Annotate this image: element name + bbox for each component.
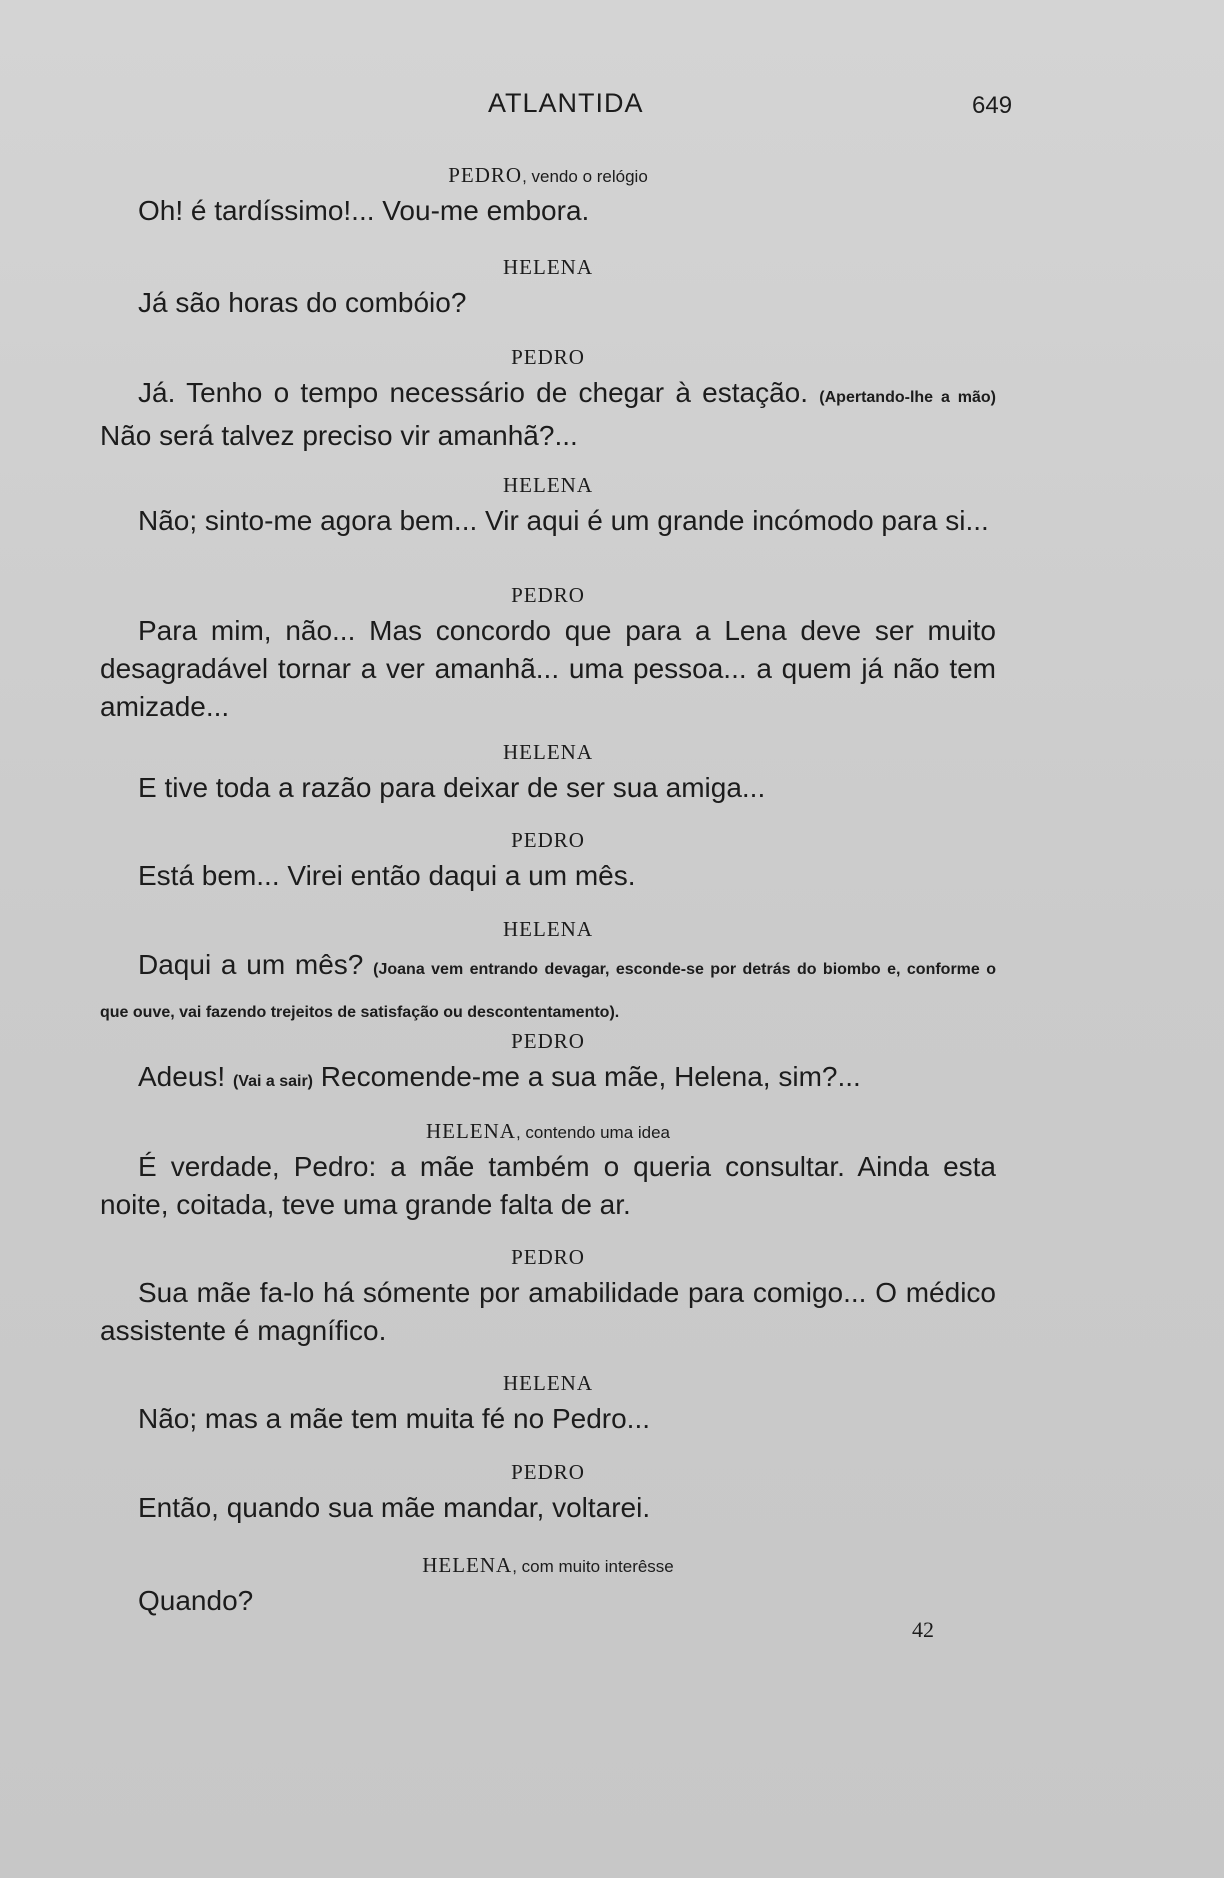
dialogue-block [100, 578, 996, 726]
dialogue-block [100, 1548, 996, 1620]
page-number: 649 [972, 92, 1013, 119]
speech-line: Para mim, não... Mas concordo que para a Lena deve ser muito desagradável tornar a ver amanhã... uma pessoa... a quem já não tem amizade... [100, 615, 996, 722]
dialogue-block [100, 735, 996, 807]
dialogue-block [100, 1240, 996, 1350]
dialogue-block [100, 823, 996, 895]
speaker-name: PEDRO [511, 583, 585, 607]
stage-direction: (Joana vem entrando devagar, esconde-se por detrás do biombo e, conforme o que ouve, vai fazendo trejeitos de satisfação ou descontentamento). [100, 961, 997, 1021]
speaker-name: HELENA [503, 740, 593, 764]
speech-line: Sua mãe fa-lo há sómente por amabilidade para comigo... O médico assistente é magnífico. [100, 1277, 996, 1346]
speech-line: Daqui a um mês? (Joana vem entrando devagar, esconde-se por detrás do biombo e, conforme o que ouve, vai fazendo trejeitos de satisfação ou descontentamento). [100, 949, 997, 1021]
dialogue-block [100, 250, 996, 322]
speaker-name: HELENA [503, 473, 593, 497]
stage-direction: (Vai a sair) [232, 1073, 313, 1090]
speaker-name: HELENA [503, 917, 593, 941]
speech-line: Já. Tenho o tempo necessário de chegar à estação. (Apertando-lhe a mão) Não será talvez preciso vir amanhã?... [100, 377, 996, 451]
speech-line: Não; sinto-me agora bem... Vir aqui é um grande incómodo para si... [138, 505, 989, 536]
speech-line: Quando? [138, 1585, 254, 1616]
speech-line: E tive toda a razão para deixar de ser sua amiga... [138, 772, 766, 803]
speaker-name: PEDRO [511, 1029, 585, 1053]
dialogue-block [100, 158, 996, 230]
dialogue-block [100, 1024, 996, 1101]
speaker-name: PEDRO [511, 345, 585, 369]
speaker-name: PEDRO [511, 1460, 585, 1484]
running-title: ATLANTIDA [488, 88, 644, 118]
speech-line: Já são horas do combóio? [138, 287, 467, 318]
speaker-name: PEDRO [511, 1245, 585, 1269]
speech-line: Está bem... Virei então daqui a um mês. [138, 860, 636, 891]
speaker-name: HELENA [503, 255, 593, 279]
dialogue-block [100, 1366, 996, 1438]
speaker-name: HELENA, com muito interêsse [422, 1553, 674, 1577]
dialogue-block [100, 1114, 996, 1224]
speech-line: Adeus! (Vai a sair) Recomende-me a sua mãe, Helena, sim?... [138, 1061, 861, 1092]
speaker-name: HELENA [503, 1371, 593, 1395]
speech-line: Não; mas a mãe tem muita fé no Pedro... [138, 1403, 651, 1434]
dialogue-block [100, 912, 996, 1032]
speaker-name: HELENA, contendo uma idea [425, 1119, 671, 1143]
dialogue-block [100, 340, 996, 455]
speech-line: Então, quando sua mãe mandar, voltarei. [138, 1492, 651, 1523]
speech-line: É verdade, Pedro: a mãe também o queria consultar. Ainda esta noite, coitada, teve uma grande falta de ar. [100, 1151, 996, 1220]
dialogue-block [100, 468, 996, 540]
stage-direction: (Apertando-lhe a mão) [819, 389, 996, 406]
speech-line: Oh! é tardíssimo!... Vou-me embora. [138, 195, 590, 226]
signature-mark: 42 [912, 1617, 934, 1642]
speaker-name: PEDRO, vendo o relógio [448, 163, 648, 187]
speaker-name: PEDRO [511, 828, 585, 852]
dialogue-block [100, 1455, 996, 1527]
